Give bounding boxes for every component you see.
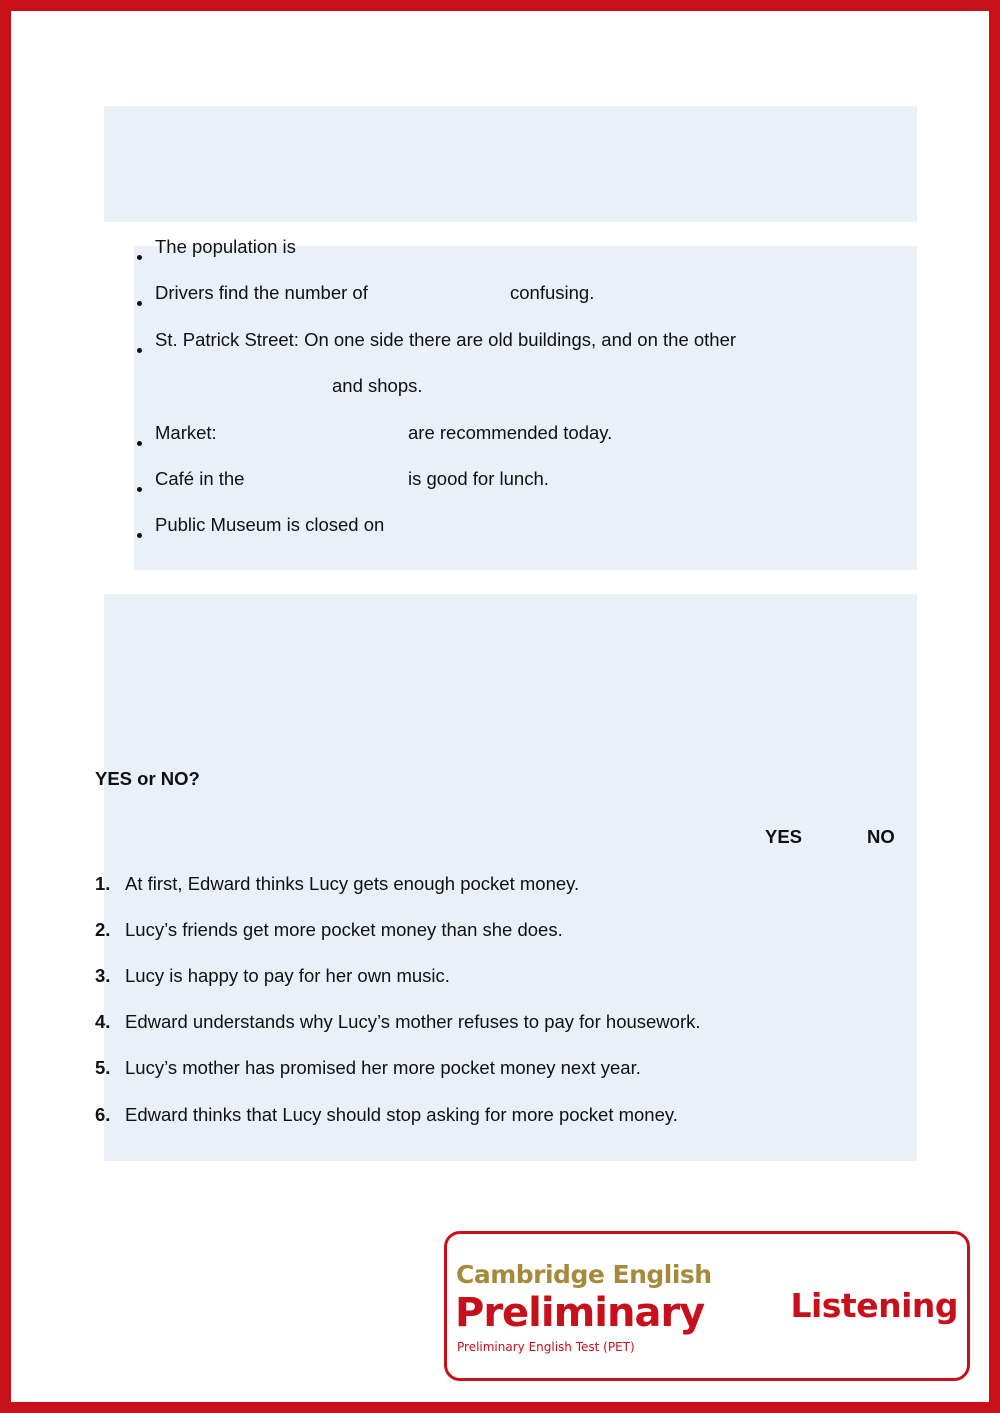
question-text: Lucy’s mother has promised her more pocket money next year. (125, 1057, 641, 1078)
logo-pet-subtitle: Preliminary English Test (PET) (457, 1340, 635, 1354)
question-number: 1. (95, 873, 111, 894)
note-4-after: are recommended today. (408, 422, 613, 443)
question-number: 2. (95, 919, 111, 940)
question-number: 3. (95, 965, 111, 986)
note-5-text: Café in the (155, 468, 245, 489)
note-4-text: Market: (155, 422, 217, 443)
note-3-text: St. Patrick Street: On one side there are old buildings, and on the other (155, 329, 737, 350)
logo-cambridge-english: Cambridge English (456, 1260, 712, 1289)
bullet-icon (137, 301, 142, 306)
column-no-header: NO (867, 826, 895, 847)
question-text: Edward thinks that Lucy should stop asking for more pocket money. (125, 1104, 678, 1125)
question-text: At first, Edward thinks Lucy gets enough pocket money. (125, 873, 580, 894)
question-number: 4. (95, 1011, 111, 1032)
bullet-icon (137, 255, 142, 260)
cambridge-logo-box (444, 1231, 970, 1381)
note-1-text: The population is (155, 236, 296, 257)
note-2-text: Drivers find the number of (155, 282, 368, 303)
question-number: 6. (95, 1104, 111, 1125)
question-number: 5. (95, 1057, 111, 1078)
column-yes-header: YES (765, 826, 803, 847)
bullet-icon (137, 441, 142, 446)
note-5-after: is good for lunch. (408, 468, 549, 489)
logo-preliminary: Preliminary (455, 1290, 705, 1336)
bullet-icon (137, 487, 142, 492)
bullet-icon (137, 533, 142, 538)
question-text: Edward understands why Lucy’s mother refuses to pay for housework. (125, 1011, 701, 1032)
answer-area-top[interactable] (104, 106, 917, 222)
yes-no-heading: YES or NO? (95, 768, 200, 789)
note-2-after: confusing. (510, 282, 595, 303)
note-6-text: Public Museum is closed on (155, 514, 385, 535)
note-3-after: and shops. (332, 375, 423, 396)
section-listening-label: Listening (790, 1286, 958, 1325)
question-text: Lucy’s friends get more pocket money than she does. (125, 919, 563, 940)
bullet-icon (137, 348, 142, 353)
question-text: Lucy is happy to pay for her own music. (125, 965, 450, 986)
